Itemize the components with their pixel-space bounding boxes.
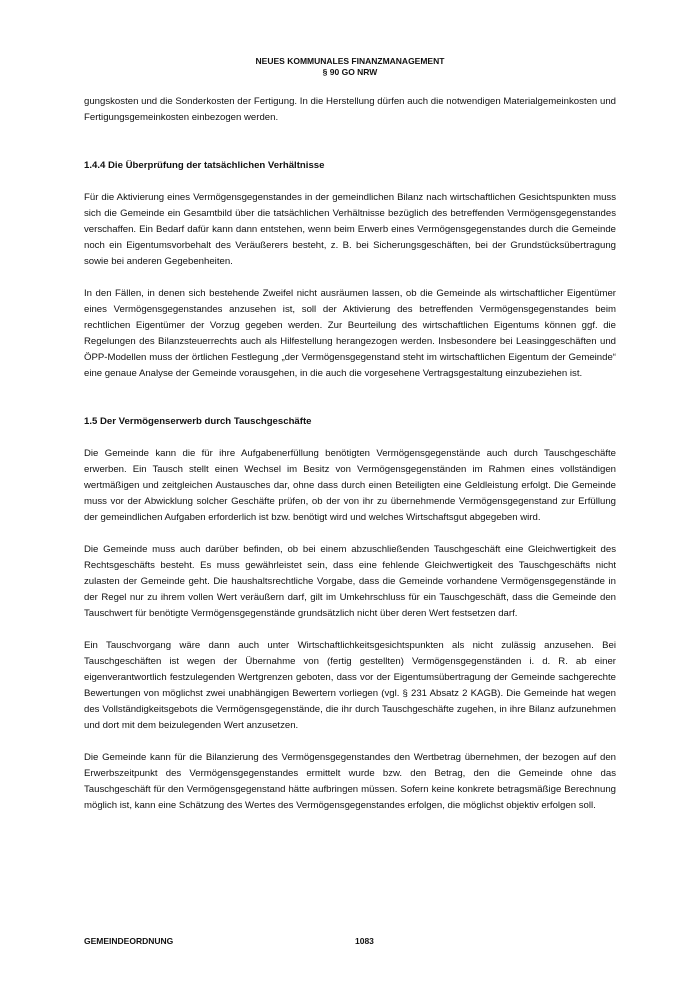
- header-section: § 90 GO NRW: [322, 67, 378, 77]
- paragraph: In den Fällen, in denen sich bestehende Zweifel nicht ausräumen lassen, ob die Gemeinde als wirtschaftlicher Eigentümer eines Vermögensgegenstandes anzusehen ist, soll der Aktivierung des betreffenden Vermögensgegenstandes beim rechtlichen Eigentümer der Vorzug gegeben werden. Zur Beurteilung des wirtschaftlichen Eigentums können ggf. die Regelungen des Bilanzsteuerrechts auch als Hilfestellung herangezogen werden. Insbesondere bei Leasinggeschäften und ÖPP-Modellen muss der örtlichen Festlegung „der Vermögensgegenstand steht im wirtschaftlichen Eigentum der Gemeinde“ eine genaue Analyse der Gemeinde vorausgehen, in die auch die vorgesehene Vertragsgestaltung einzubeziehen ist.: [84, 288, 616, 379]
- paragraph: Die Gemeinde kann für die Bilanzierung des Vermögensgegenstandes den Wertbetrag übernehmen, der bezogen auf den Erwerbszeitpunkt des Vermögensgegenstandes ermittelt wurde bzw. den Betrag, den die Gemeinde ohne das Tauschgeschäft für den Vermögensgegenstand hätte aufbringen müssen. Sofern keine konkrete betragsmäßige Berechnung möglich ist, kann eine Schätzung des Wertes des Vermögensgegenstandes erfolgen, die möglichst objektiv erfolgen soll.: [84, 752, 616, 811]
- paragraph: Ein Tauschvorgang wäre dann auch unter Wirtschaftlichkeitsgesichtspunkten als nicht zulässig anzusehen. Bei Tauschgeschäften ist wegen der Übernahme von (fertig gestellten) Vermögensgegenständen i. d. R. ab einer eigenverantwortlich festzulegenden Wertgrenzen geboten, dass vor der Eigentumsübertragung der Gemeinde sachgerechte Bewertungen von möglichst zwei unabhängigen Bewertern vorliegen (vgl. § 231 Absatz 2 KAGB). Die Gemeinde hat wegen des Vollständigkeitsgebots die Vermögensgegenstände, die ihr durch Tauschgeschäfte zugehen, in ihre Bilanz aufzunehmen und dort mit dem beizulegenden Wert anzusetzen.: [84, 640, 616, 731]
- section-heading-1-5: 1.5 Der Vermögenserwerb durch Tauschgeschäfte: [84, 416, 312, 427]
- paragraph: gungskosten und die Sonderkosten der Fertigung. In die Herstellung dürfen auch die notwendigen Materialgemeinkosten und Fertigungsgemeinkosten einbezogen werden.: [84, 96, 616, 123]
- footer-title: GEMEINDEORDNUNG: [84, 936, 174, 946]
- page-header: [0, 56, 700, 78]
- paragraph: Die Gemeinde kann die für ihre Aufgabenerfüllung benötigten Vermögensgegenstände auch durch Tauschgeschäfte erwerben. Ein Tausch stellt einen Wechsel im Besitz von Vermögensgegenständen im Rahmen eines vollständigen wertmäßigen und zeitgleichen Austausches dar, ohne dass durch einen Beteiligten eine Geldleistung erfolgt. Die Gemeinde muss vor der Abwicklung solcher Geschäfte prüfen, ob der von ihr zu übernehmende Vermögensgegenstand zur Erfüllung der gemeindlichen Aufgaben erforderlich ist bzw. benötigt wird und welches Wirtschaftsgut abgegeben wird.: [84, 448, 616, 523]
- document-body: [84, 94, 616, 814]
- section-heading-1-4-4: 1.4.4 Die Überprüfung der tatsächlichen Verhältnisse: [84, 160, 325, 171]
- paragraph: Für die Aktivierung eines Vermögensgegenstandes in der gemeindlichen Bilanz nach wirtschaftlichen Gesichtspunkten muss sich die Gemeinde ein Gesamtbild über die tatsächlichen Verhältnisse bezüglich des betreffenden Vermögensgegenstandes verschaffen. Ein Bedarf dafür kann dann entstehen, wenn beim Erwerb eines Vermögensgegenstandes durch die Gemeinde noch ein Eigentumsvorbehalt des Veräußerers besteht, z. B. bei Sicherungsgeschäften, bei der Grundstücksübertragung sowie bei anderen Gegebenheiten.: [84, 192, 616, 267]
- paragraph: Die Gemeinde muss auch darüber befinden, ob bei einem abzuschließenden Tauschgeschäft eine Gleichwertigkeit des Rechtsgeschäfts besteht. Es muss gewährleistet sein, dass eine fehlende Gleichwertigkeit des Tauschgeschäfts nicht zulasten der Gemeinde geht. Die haushaltsrechtliche Vorgabe, dass die Gemeinde vorhandene Vermögensgegenstände in der Regel nur zu ihrem vollen Wert veräußern darf, gilt im Umkehrschluss für ein Tauschgeschäft, dass die Gemeinde den Tauschwert für benötigte Vermögensgegenstände grundsätzlich nicht über deren Wert festsetzen darf.: [84, 544, 616, 619]
- page-number: 1083: [355, 936, 374, 946]
- header-title: NEUES KOMMUNALES FINANZMANAGEMENT: [255, 56, 445, 66]
